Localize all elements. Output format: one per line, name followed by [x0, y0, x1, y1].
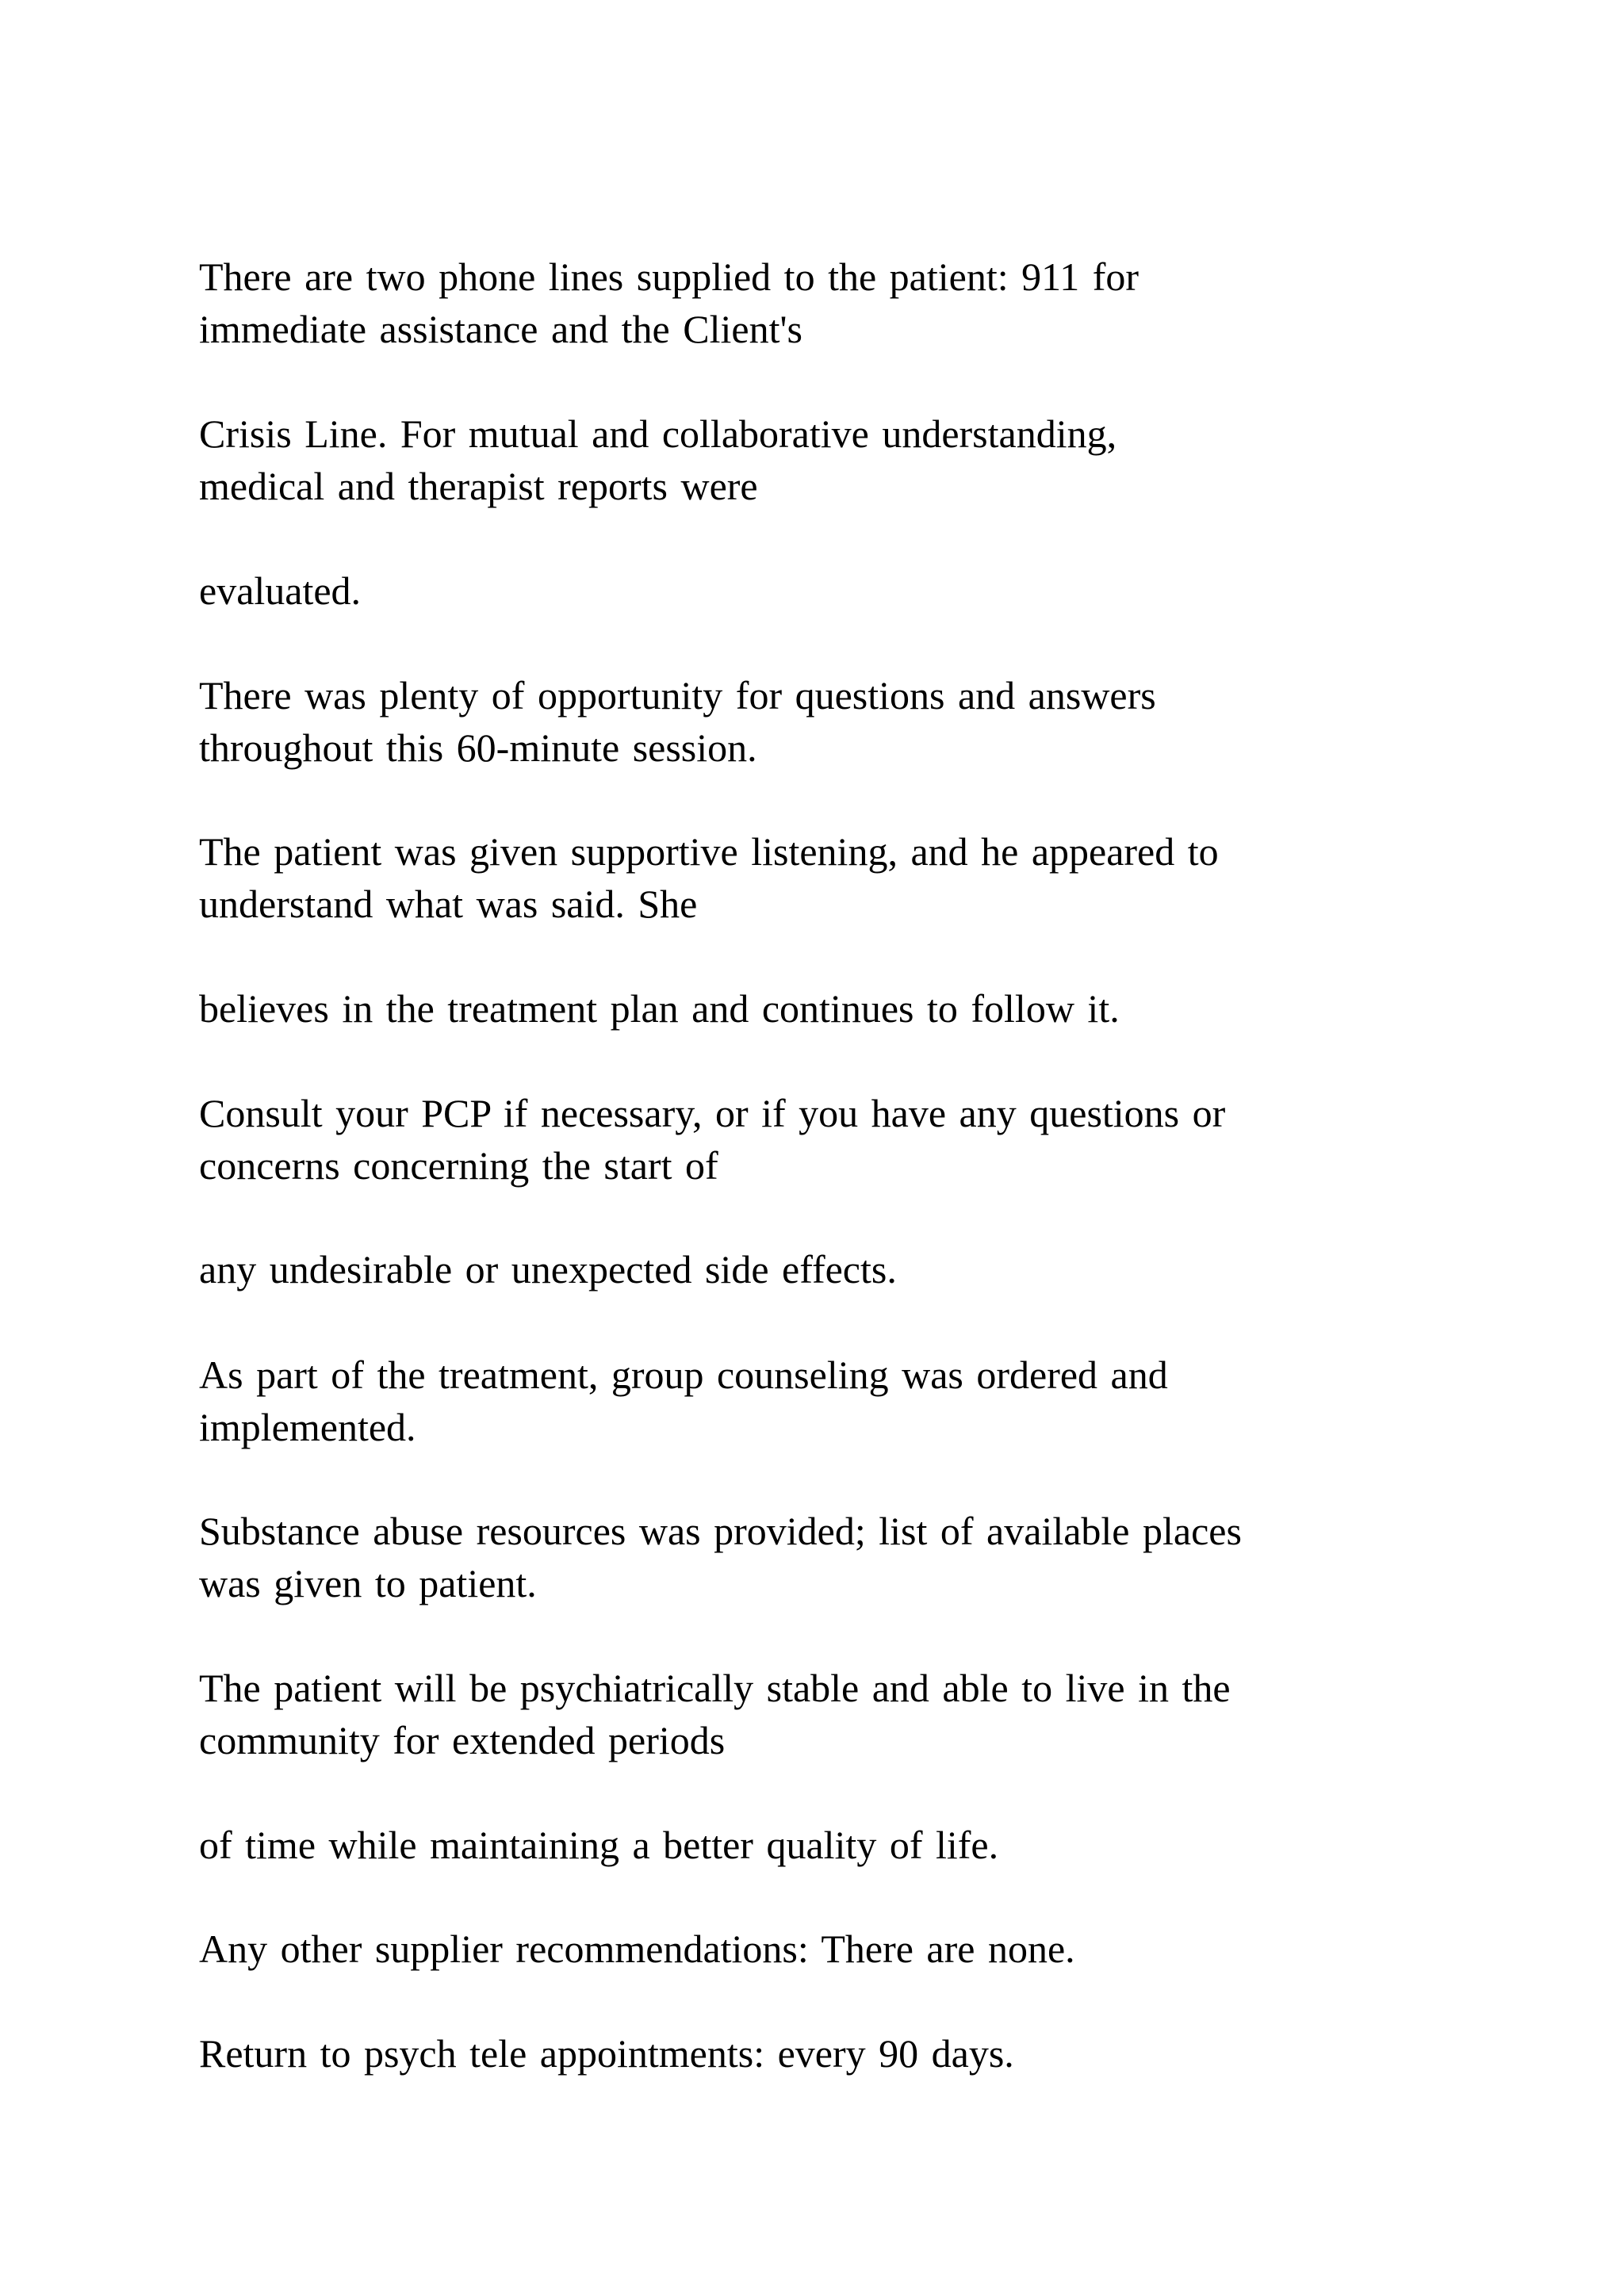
- text-line: understand what was said. She: [199, 882, 698, 926]
- paragraph: [199, 251, 1531, 355]
- text-line: Substance abuse resources was provided; list of available places: [199, 1509, 1242, 1553]
- text-line: Consult your PCP if necessary, or if you have any questions or: [199, 1091, 1226, 1135]
- text-line: Crisis Line. For mutual and collaborative understanding,: [199, 411, 1117, 456]
- paragraph: [199, 1923, 1531, 1975]
- text-line: was given to patient.: [199, 1561, 537, 1605]
- paragraph: [199, 669, 1531, 774]
- text-line: Return to psych tele appointments: every 90 days.: [199, 2031, 1014, 2076]
- paragraph: [199, 1087, 1531, 1192]
- text-line: There are two phone lines supplied to the patient: 911 for: [199, 254, 1139, 299]
- paragraph: [199, 1819, 1531, 1871]
- paragraph: [199, 2027, 1531, 2080]
- text-line: of time while maintaining a better quality of life.: [199, 1823, 999, 1867]
- text-line: evaluated.: [199, 568, 362, 613]
- paragraph: [199, 982, 1531, 1035]
- text-line: concerns concerning the start of: [199, 1143, 718, 1188]
- text-line: implemented.: [199, 1405, 416, 1449]
- text-line: Any other supplier recommendations: There are none.: [199, 1927, 1075, 1971]
- paragraph: [199, 1243, 1531, 1295]
- text-line: The patient will be psychiatrically stable and able to live in the: [199, 1666, 1231, 1710]
- paragraph: [199, 825, 1531, 930]
- paragraph: [199, 1505, 1531, 1609]
- paragraph: [199, 1662, 1531, 1766]
- text-line: any undesirable or unexpected side effects.: [199, 1247, 897, 1292]
- text-line: throughout this 60-minute session.: [199, 725, 757, 770]
- text-line: believes in the treatment plan and continues to follow it.: [199, 986, 1120, 1031]
- text-line: As part of the treatment, group counseling was ordered and: [199, 1353, 1168, 1397]
- paragraph: [199, 564, 1531, 617]
- paragraph: [199, 1349, 1531, 1453]
- text-line: The patient was given supportive listening, and he appeared to: [199, 829, 1219, 874]
- text-line: medical and therapist reports were: [199, 464, 758, 508]
- text-line: immediate assistance and the Client's: [199, 307, 802, 351]
- text-line: community for extended periods: [199, 1718, 726, 1762]
- text-line: There was plenty of opportunity for questions and answers: [199, 673, 1156, 718]
- paragraph: [199, 408, 1531, 512]
